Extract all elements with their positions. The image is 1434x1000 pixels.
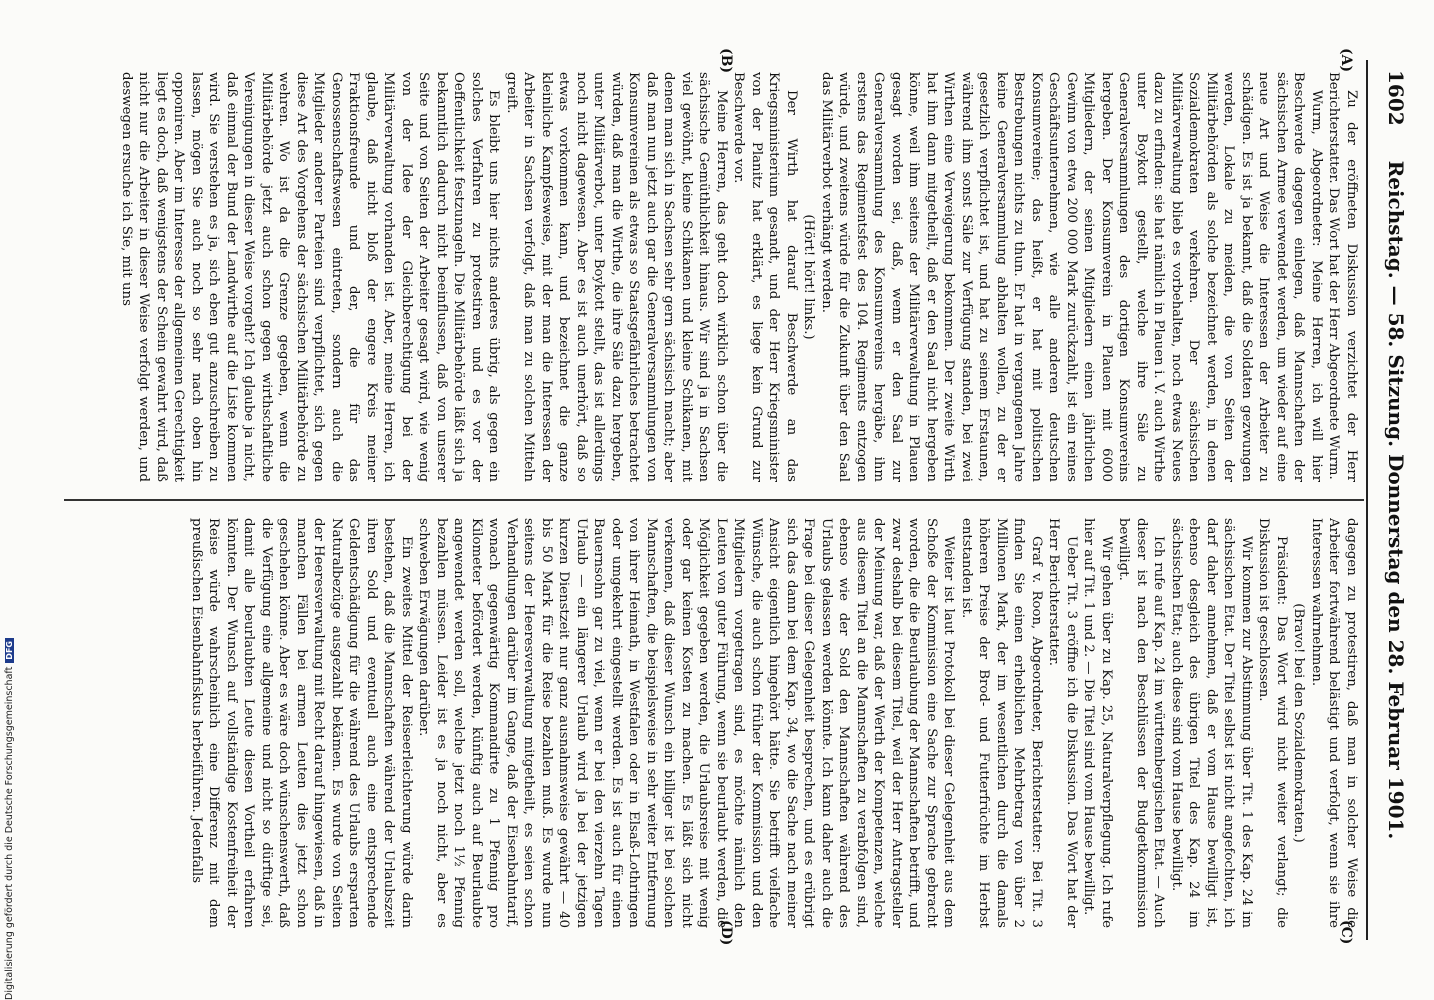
- interjection: (Bravo! bei den Sozialdemokraten.): [1291, 603, 1307, 843]
- paragraph: Der Wirth hat darauf Beschwerde an das Kriegsministerium gesandt, und der Herr Kriegsminister von der Planitz hat erklärt, es liege kein Grund zur Beschwerde vor.: [731, 72, 799, 482]
- paragraph: Zu der eröffneten Diskussion verzichtet der Herr Berichterstatter. Das Wort hat der Herr Abgeordnete Wurm.: [1326, 72, 1359, 482]
- paragraph: Graf v. Roon, Abgeordneter, Berichterstatter: Bei Tit. 3 finden Sie einen erheblichen Mehrbetrag von über 2 Millionen Mark, der im wesentlichen durch die damals höheren Preise der Brod- und Futterfrüchte im Herbst entstanden ist.: [959, 518, 1044, 928]
- paragraph: Ueber Tit. 3 eröffne ich die Diskussion. Das Wort hat der Herr Berichterstatter.: [1046, 518, 1079, 928]
- page-title: Reichstag. — 58. Sitzung. Donnerstag den 28. Februar 1901.: [1384, 160, 1408, 840]
- paragraph: Ich rufe auf Kap. 24 im württembergischen Etat. — Auch dieser ist nach den Beschlüssen der Budgetkommission bewilligt.: [1116, 518, 1167, 928]
- paragraph: Präsident: Das Wort wird nicht weiter verlangt; die Diskussion ist geschlossen.: [1256, 518, 1289, 928]
- paragraph: Weiter ist laut Protokoll bei dieser Gelegenheit aus dem Schoße der Kommission eine Sache zur Sprache gebracht worden, die die Beurlaubung der Mannschaften betrifft, und zwar deshalb bei diesem Titel, weil der Herr Antragsteller der Meinung war, daß der Werth der Kompetenzen, welche aus diesem Titel an die Mannschaften zu verabfolgen sind, ebenso wie der Sold den Mannschaften während des Urlaubs gelassen werden könnte. Ich kann daher auch die Frage bei dieser Gelegenheit besprechen, und es erübrigt sich das dann bei dem Kap. 34, wo die Sache nach meiner Ansicht eigentlich hingehört hätte. Sie betrifft vielfache Wünsche, die auch schon früher der Kommission und den Mitgliedern vorgetragen sind, es möchte nämlich den Leuten von guter Führung, wenn sie beurlaubt werden, die Möglichkeit gegeben werden, die Urlaubsreise mit wenig oder gar keinen Kosten zu machen. Es läßt sich nicht verkennen, daß dieser Wunsch ein billiger ist bei solchen Mannschaften, die beispielsweise in sehr weiter Entfernung von ihrer Heimath, in Westfalen oder in Elsaß-Lothringen oder umgekehrt eingestellt werden. Es ist auch für einen Bauernsohn gar zu viel, wenn er bei den vierzehn Tagen Urlaub — ein längerer Urlaub wird ja bei der jetzigen kurzen Dienstzeit nur ganz ausnahmsweise gewährt — 40 bis 50 Mark für die Reise bezahlen muß. Es wurde nun seitens der Heeresverwaltung mitgetheilt, es seien schon Verhandlungen darüber im Gange, daß der Eisenbahntarif, wonach gegenwärtig Kommandirte zu 1 Pfennig pro Kilometer befördert werden, künftig auch auf Beurlaubte angewendet werden soll, welche jetzt noch 1½ Pfennig bezahlen müssen. Leider ist es ja noch nicht, aber es schweben Erwägungen darüber.: [416, 518, 957, 928]
- paragraph: dagegen zu protestiren, daß man in solcher Weise die Arbeiter fortwährend belästigt und verfolgt, wenn sie ihre Interessen wahrnehmen.: [1309, 518, 1359, 928]
- interjection: (Hört! hört! links.): [801, 214, 817, 340]
- margin-letter-b: (B): [718, 48, 734, 74]
- digitization-credit: [4, 0, 20, 1000]
- paragraph: Wurm, Abgeordneter: Meine Herren, ich will hier Beschwerde dagegen einlegen, daß Mannschaften der sächsischen Armee verwendet werden, um wieder auf eine neue Art und Weise die Interessen der Arbeiter zu schädigen. Es ist ja bekannt, daß die Soldaten gezwungen werden, Lokale zu meiden, die von Seiten der Militärbehörden als solche bezeichnet werden, in denen Sozialdemokraten verkehren. Der sächsischen Militärverwaltung blieb es vorbehalten, noch etwas Neues dazu zu erfinden: sie hat nämlich in Plauen i. V. auch Wirthe unter Boykott gestellt, welche ihre Säle zu Generalversammlungen des dortigen Konsumvereins hergeben. Der Konsumverein in Plauen mit 6000 Mitgliedern, der seinen Mitgliedern einen jährlichen Gewinn von etwa 200 000 Mark zurückzahlt, ist ein reines Geschäftsunternehmen, wie alle anderen deutschen Konsumvereine; das heißt, er hat mit politischen Bestrebungen nichts zu thun. Er hat in vergangenen Jahre keine Generalversammlung abhalten wollen, zu der er gesetzlich verpflichtet ist, und hat zu seinem Erstaunen, während ihm sonst Säle zur Verfügung standen, bei zwei Wirthen eine Verweigerung bekommen. Der zweite Wirth hat ihm dann mitgetheilt, daß er den Saal nicht hergeben könne, weil ihm seitens der Militärverwaltung in Plauen gesagt worden sei, daß, wenn er den Saal zur Generalversammlung des Konsumvereins hergäbe, ihm erstens das Regimentsfest des 104. Regiments entzogen würde, und zweitens würde für die Zukunft über den Saal das Militärverbot verhängt werden.: [819, 72, 1324, 482]
- margin-letter-d: (D): [718, 920, 734, 946]
- header-rule: [1366, 60, 1368, 940]
- paragraph: Wir kommen zur Abstimmung über Tit. 1 des Kap. 24 im sächsischen Etat. Der Titel selbst ist nicht angefochten, ich darf daher annehmen, daß er vom Hause bewilligt ist, ebenso desgleich des übrigen Titel des Kap. 24 im sächsischen Etat; auch diese sind vom Hause bewilligt.: [1169, 518, 1254, 928]
- margin-letter-a: (A): [1338, 48, 1354, 73]
- page-header: [1370, 0, 1410, 1000]
- paragraph: Wir gehen über zu Kap. 25, Naturalverpflegung. Ich rufe hier auf Tit. 1 und 2. — Die Titel sind vom Hause bewilligt.: [1081, 518, 1114, 928]
- dfg-logo: DFG: [5, 638, 14, 663]
- paragraph: Meine Herren, das geht doch wirklich schon über die sächsische Gemüthlichkeit hinaus. Wir sind ja in Sachsen viel gewöhnt, kleine Schikanen und kleine Schikanen, mit denen man sich in Sachsen sehr gern sächsisch macht; aber daß man nun jetzt auch gar die Generalversammlungen von Konsumvereinen als etwas so Staatsgefährliches betrachtet würden, daß man die Wirthe, die ihre Säle dazu hergeben, unter Militärverbot, unter Boykott stellt, das ist allerdings noch nicht dagewesen. Aber es ist auch unerhört, daß so etwas vorkommen kann, und bezeichnet die ganze kleinliche Kampfesweise, mit der man die Interessen der Arbeiter in Sachsen verfolgt, daß man zu solchen Mitteln greift.: [504, 72, 729, 482]
- credit-text: Digitalisierung gefördert durch die Deutsche Forschungsgemeinschaft: [4, 666, 15, 1000]
- margin-letter-c: (C): [1338, 920, 1354, 945]
- paragraph: Es bleibt uns hier nichts anderes übrig, als gegen ein solches Verfahren zu protestiren und es vor der Oeffentlichkeit festzunageln. Die Militärbehörde läßt sich ja bekanntlich dadurch nicht beeinflussen, daß von unserer Seite und von Seiten der Arbeiter gesagt wird, wie wenig von der Idee der Gleichberechtigung bei der Militärverwaltung vorhanden ist. Aber, meine Herren, ich glaube, daß nicht bloß der engere Kreis meiner Fraktionsfreunde und der, die für das Genossenschaftswesen eintreten, sondern auch die Mitglieder anderer Parteien sind verpflichtet, sich gegen diese Art des Vorgehens der sächsischen Militärbehörde zu wehren. Wo ist da die Grenze gegeben, wenn die Militärbehörde jetzt auch schon gegen wirthschaftliche Vereinigungen in dieser Weise vorgeht? Ich glaube ja nicht, daß einmal der Bund der Landwirthe auf die Liste kommen wird. Sie verstehen es ja, sich eben gut anzuschreiben zu lassen, mögen Sie auch noch so sehr nach oben hin opponiren. Aber im Interesse der allgemeinen Gerechtigkeit liegt es doch, daß wenigstens der Schein gewahrt wird, daß nicht nur die Arbeiter in dieser Weise verfolgt werden, und deswegen ersuche ich Sie, mit uns: [119, 72, 502, 482]
- left-column: [70, 72, 1360, 482]
- column-divider: [64, 499, 1364, 501]
- page-number: 1602: [1384, 70, 1408, 126]
- paragraph: Ein zweites Mittel der Reiseerleichterung würde darin bestehen, daß die Mannschaften während der Urlaubszeit ihren Sold und eventuell auch eine entsprechende Geldentschädigung für die während des Urlaubs ersparten Naturalbezüge ausgezahlt bekämen. Es wurde von Seiten der Heeresverwaltung mit Recht darauf hingewiesen, daß in manchen Fällen bei armen Leuten dies jetzt schon geschehen könne. Aber es wäre doch wünschenswerth, daß die Verfügung eine allgemeine und nicht so dürftige sei, damit alle beurlaubten Leute diesen Vortheil erfahren könnten. Der Wunsch auf vollständige Kostenfreiheit der Reise würde wahrscheinlich eine Differenz mit dem preußischen Eisenbahnfiskus herbeiführen. Jedenfalls: [189, 518, 414, 928]
- right-column: [70, 518, 1360, 928]
